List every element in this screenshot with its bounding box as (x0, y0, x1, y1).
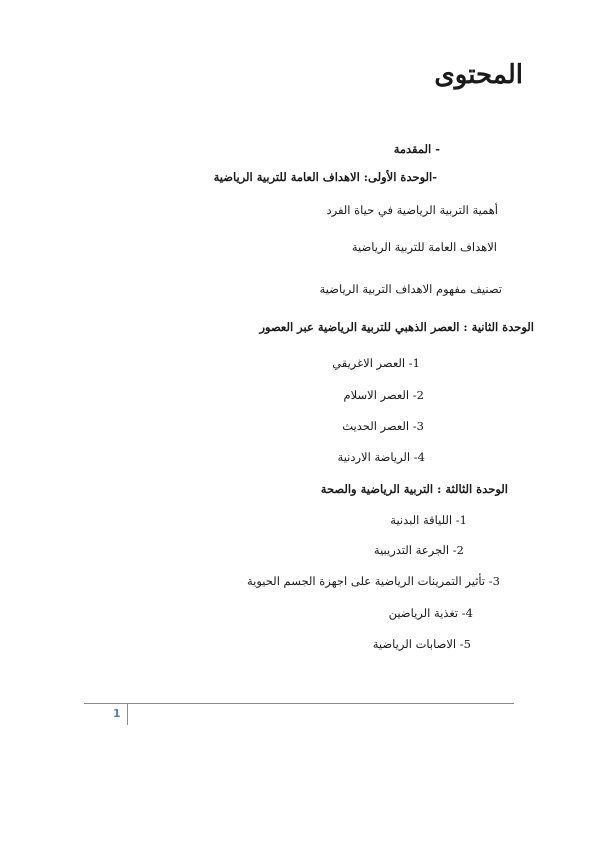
page-number: 1 (113, 707, 121, 720)
toc-entry: الاهداف العامة للتربية الرياضية (351, 240, 497, 254)
toc-entry-introduction: - المقدمة (393, 142, 440, 156)
footer-divider-tick (127, 704, 128, 725)
toc-entry: 2- العصر الاسلام (343, 388, 424, 402)
footer-divider (84, 703, 514, 704)
toc-entry: 1- اللياقة البدنية (390, 513, 467, 527)
toc-unit-2-heading: الوحدة الثانية : العصر الذهبي للتربية الرياضية عبر العصور (259, 320, 534, 334)
toc-entry: 3- العصر الحديث (342, 419, 424, 433)
toc-entry: أهمية التربية الرياضية في حياة الفرد (326, 203, 498, 217)
toc-entry: 3- تأثير التمرينات الرياضية على اجهزة الجسم الحيوية (246, 574, 500, 588)
toc-entry: تصنيف مفهوم الاهداف التربية الرياضية (319, 282, 502, 296)
toc-unit-1-heading: -الوحدة الأولى: الاهداف العامة للتربية الرياضية (213, 170, 437, 184)
toc-entry: 4- الرياضة الاردنية (337, 450, 425, 464)
toc-entry: 5- الاصابات الرياضية (372, 637, 471, 651)
toc-entry: 4- تغذية الرياضين (388, 606, 473, 620)
toc-entry: 2- الجرعة التدريبية (373, 543, 464, 557)
toc-unit-3-heading: الوحدة الثالثة : التربية الرياضية والصحة (320, 482, 508, 496)
toc-entry: 1- العصر الاغريقي (332, 356, 420, 370)
page-title: المحتوى (434, 60, 523, 90)
